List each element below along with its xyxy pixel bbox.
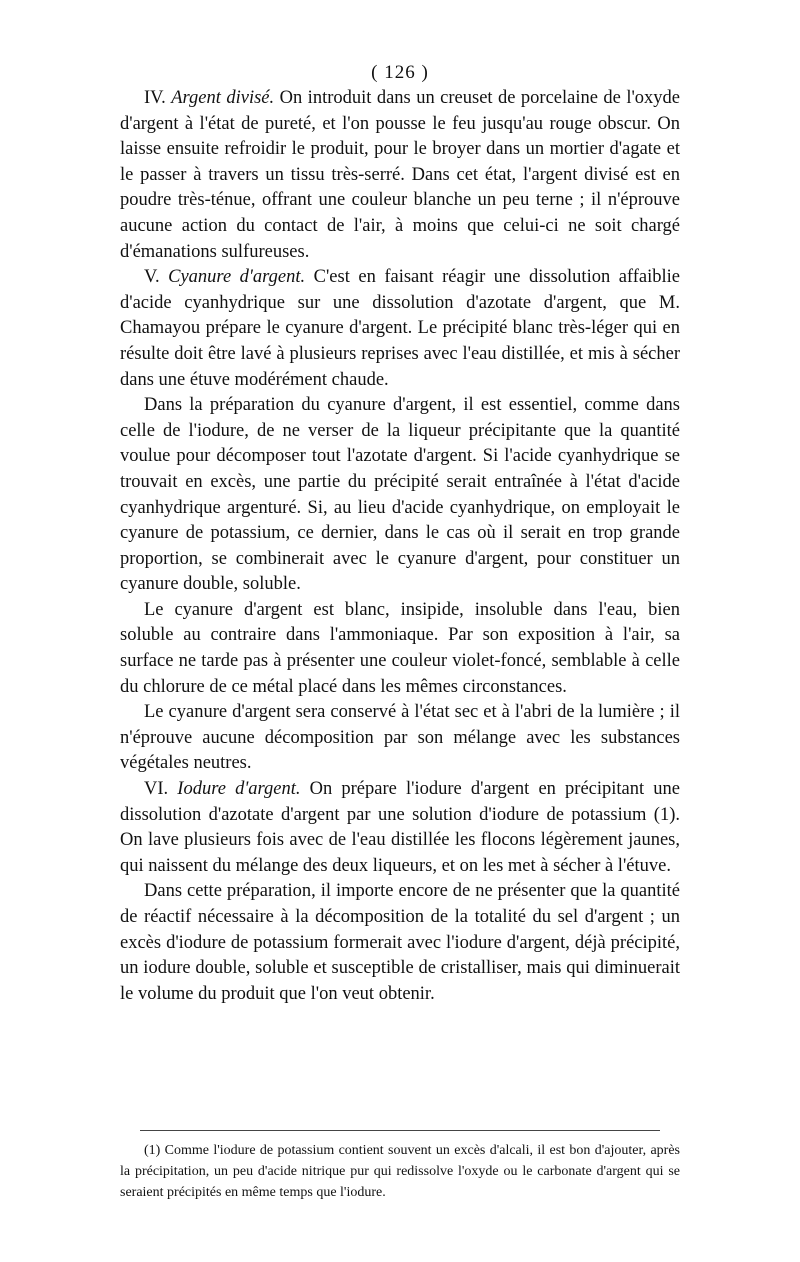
section-number: IV. (144, 88, 166, 108)
paragraph-text: Le cyanure d'argent est blanc, insipide, insoluble dans l'eau, bien soluble au contraire dans l'ammoniaque. Par son exposition à l'air, sa surface ne tarde pas à présenter une couleur violet-foncé, semblable à celle du chlorure de ce métal placé dans les mêmes circonstances. (120, 599, 680, 697)
body-text (120, 86, 680, 1007)
section-title: Cyanure d'argent. (168, 267, 306, 288)
paragraph-cyanure-argent (120, 265, 680, 393)
paragraph-text: Dans la préparation du cyanure d'argent, il est essentiel, comme dans celle de l'iodure, de ne verser de la liqueur précipitante que la quantité voulue pour décomposer tout l'azotate d'argent. Si l'acide cyanhydrique se trouvait en excès, une partie du précipité serait entraînée à l'état d'acide cyanhydrique argenturé. Si, au lieu d'acide cyanhydrique, on employait le cyanure de potassium, ce dernier, dans le cas où il serait en trop grande proportion, se combinerait avec le cyanure d'argent, pour constituer un cyanure double, soluble. (120, 395, 680, 595)
paragraph-preparation-iodure (120, 879, 680, 1007)
paragraph-text: Dans cette préparation, il importe encore de ne présenter que la quantité de réactif nécessaire à la décomposition de la totalité du sel d'argent ; un excès d'iodure de potassium formerait avec l'iodure d'argent, déjà précipité, un iodure double, soluble et susceptible de cristalliser, mais qui diminuerait le volume du produit que l'on veut obtenir. (120, 881, 680, 1004)
paragraph-preparation-cyanure (120, 393, 680, 598)
section-title: Argent divisé. (171, 88, 275, 108)
paragraph-text: C'est en faisant réagir une dissolution affaiblie d'acide cyanhydrique sur une dissolution d'azotate d'argent, que M. Chamayou prépare le cyanure d'argent. Le précipité blanc très-léger qui en résulte doit être lavé à plusieurs reprises avec l'eau distillée, et mis à sécher dans une étuve modérément chaude. (120, 267, 681, 390)
section-title: Iodure d'argent. (177, 779, 301, 800)
page-number: ( 126 ) (371, 62, 429, 83)
paragraph-iodure-argent (120, 777, 680, 879)
footnote-divider (140, 1130, 660, 1131)
section-number: V. (144, 267, 160, 288)
paragraph-text: On prépare l'iodure d'argent en précipitant une dissolution d'azotate d'argent par une solution d'iodure de potassium (1). On lave plusieurs fois avec de l'eau distillée les flocons légèrement jaunes, qui naissent du mélange des deux liqueurs, et on les met à sécher à l'étuve. (120, 779, 680, 876)
paragraph-text: On introduit dans un creuset de porcelaine de l'oxyde d'argent à l'état de pureté, et l'on pousse le feu jusqu'au rouge obscur. On laisse ensuite refroidir le produit, pour le broyer dans un mortier d'agate et le passer à travers un tissu très-serré. Dans cet état, l'argent divisé est en poudre très-ténue, offrant une couleur blanche un peu terne ; il n'éprouve aucune action du contact de l'air, à moins que celui-ci ne soit chargé d'émanations sulfureuses. (120, 88, 681, 262)
paragraph-proprietes-cyanure (120, 598, 680, 700)
footnote: (1) Comme l'iodure de potassium contient souvent un excès d'alcali, il est bon d'ajouter, après la précipitation, un peu d'acide nitrique pur qui redissolve l'oxyde ou le carbonate d'argent qui se seraient précipités en même temps que l'iodure. (120, 1143, 680, 1200)
paragraph-conservation-cyanure (120, 700, 680, 777)
section-number: VI. (144, 779, 169, 800)
paragraph-text: Le cyanure d'argent sera conservé à l'état sec et à l'abri de la lumière ; il n'éprouve aucune décomposition par son mélange avec les substances végétales neutres. (120, 702, 680, 774)
paragraph-argent-divise (120, 86, 680, 265)
